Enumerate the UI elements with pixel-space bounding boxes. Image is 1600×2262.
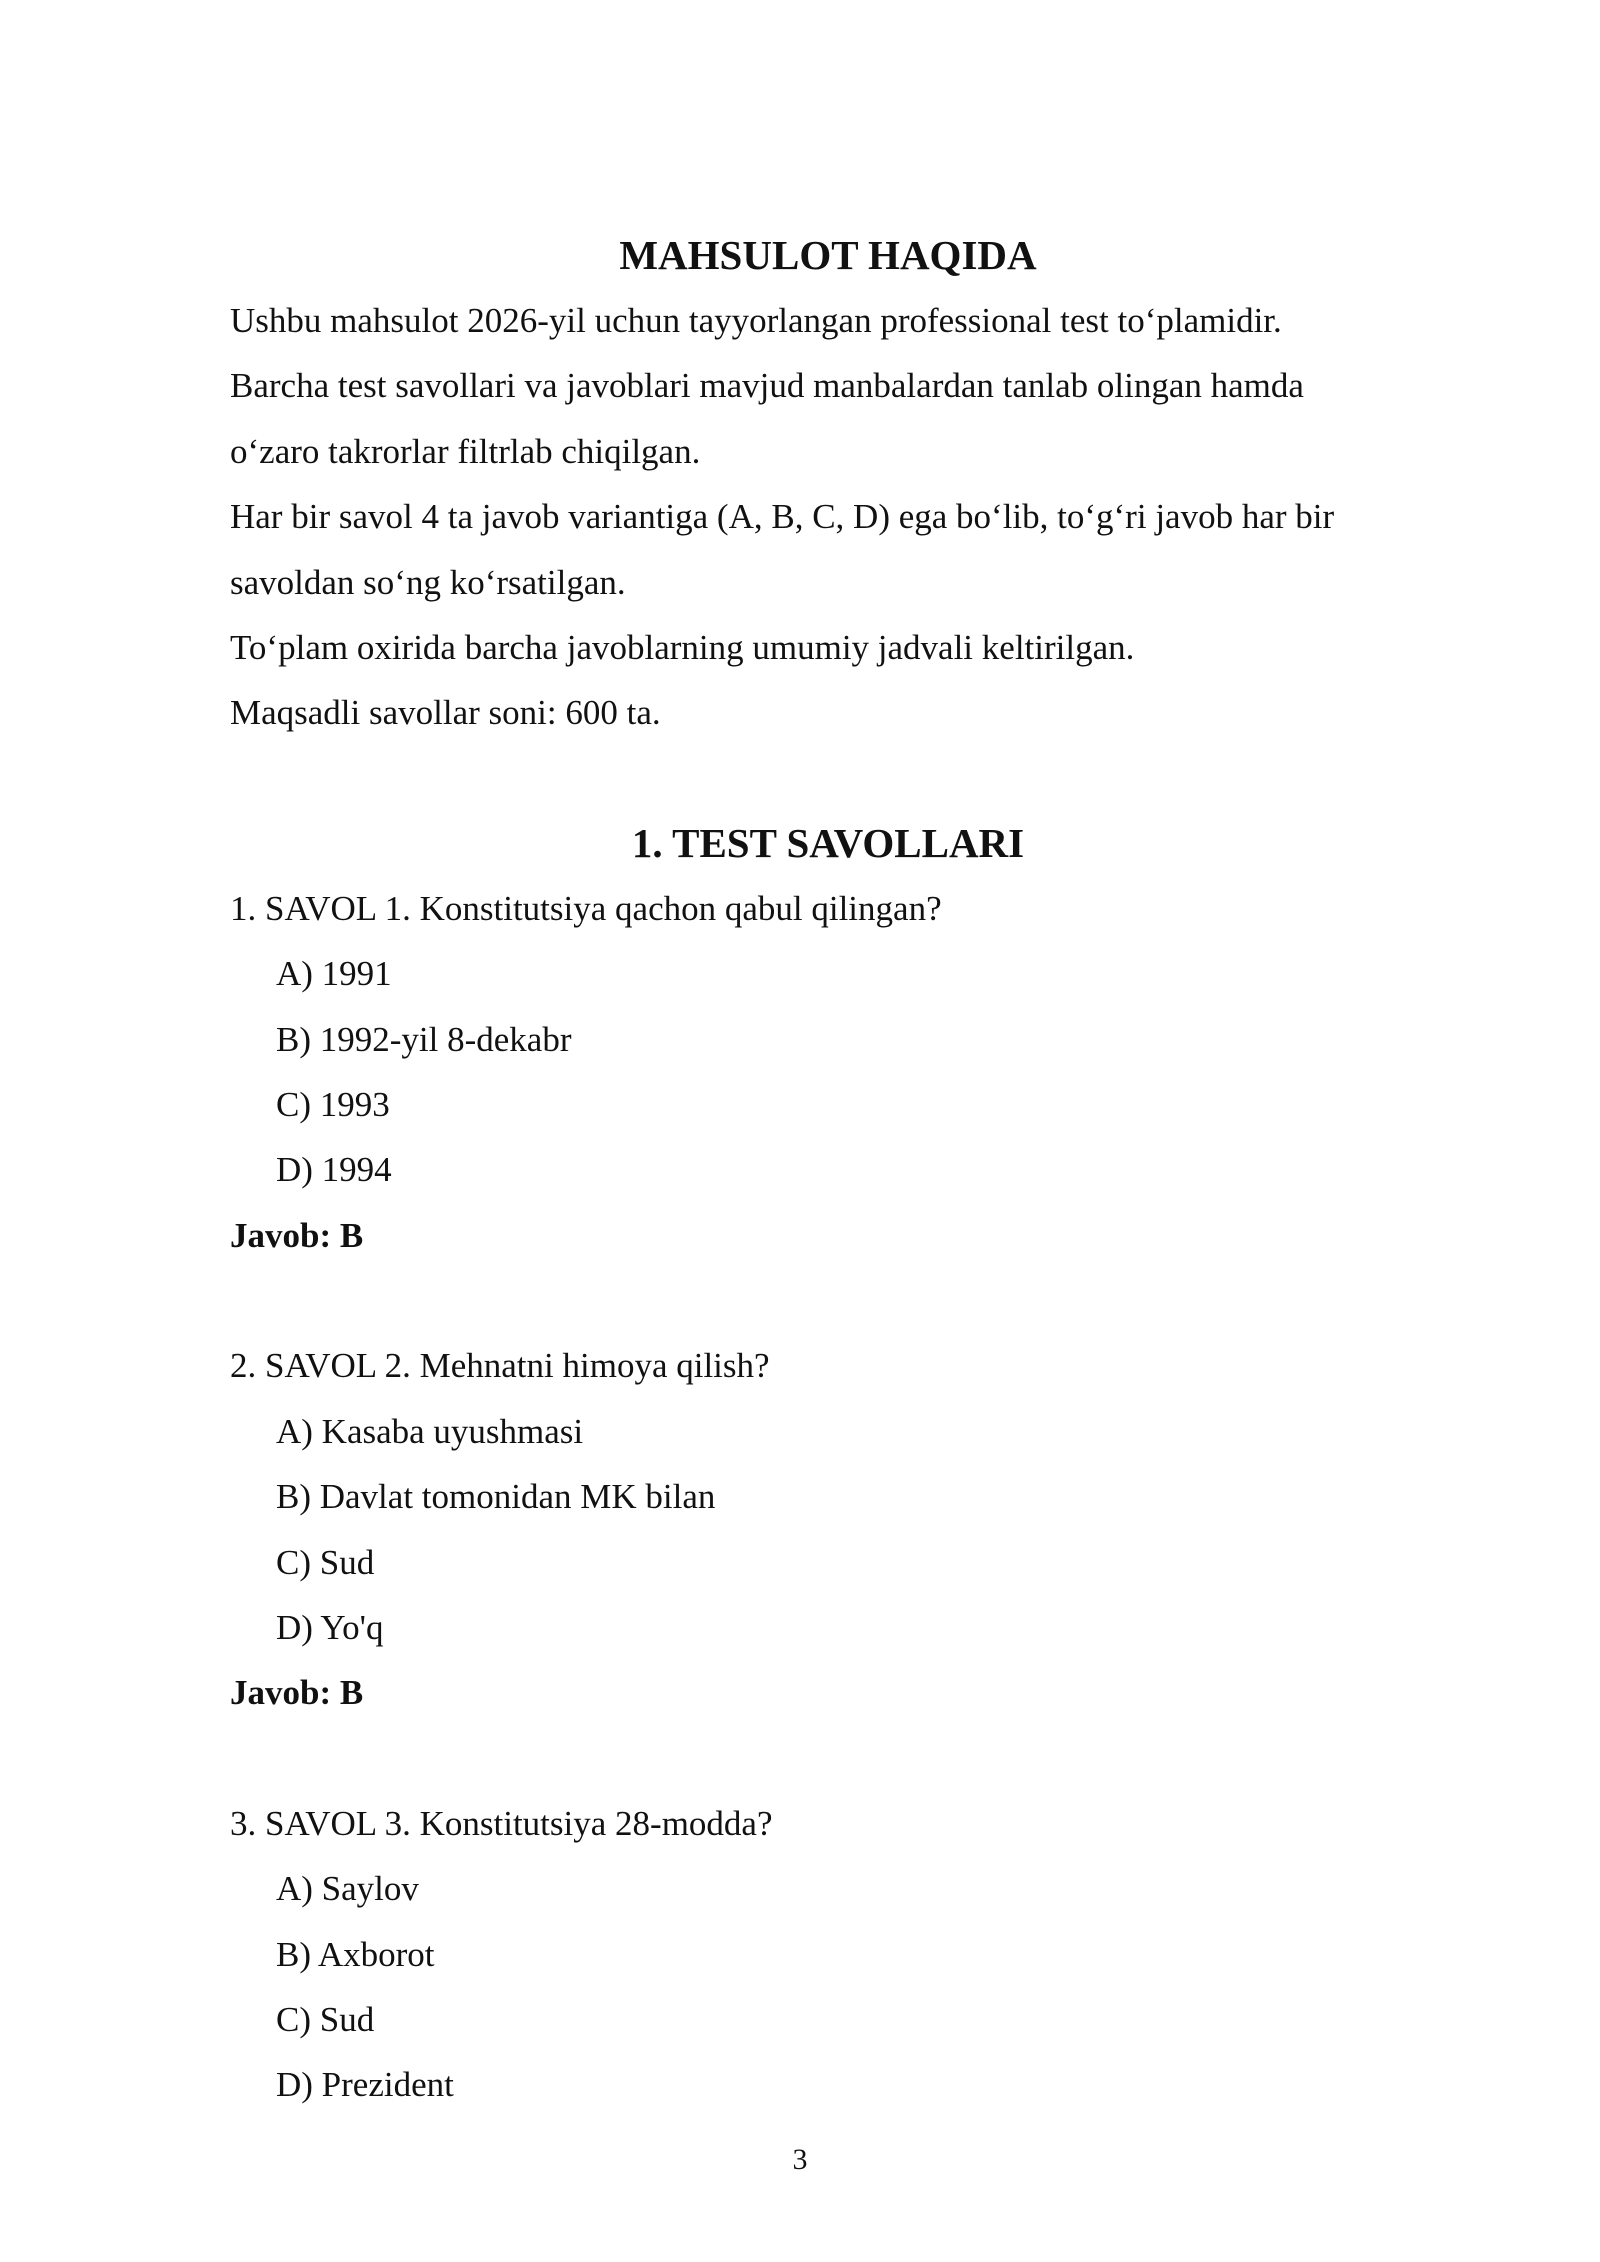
about-line: savoldan so‘ng ko‘rsatilgan.	[230, 562, 626, 602]
option-c: C) Sud	[276, 1542, 375, 1582]
question-text: 1. SAVOL 1. Konstitutsiya qachon qabul qilingan?	[230, 888, 942, 928]
option-d: D) Yo'q	[276, 1607, 384, 1647]
about-line: Maqsadli savollar soni: 600 ta.	[230, 693, 661, 733]
option-a: A) Kasaba uyushmasi	[276, 1411, 584, 1451]
about-line: Ushbu mahsulot 2026-yil uchun tayyorlangan professional test to‘plamidir.	[230, 301, 1282, 340]
about-title: MAHSULOT HAQIDA	[619, 232, 1037, 278]
about-line: Har bir savol 4 ta javob variantiga (A, B, C, D) ega bo‘lib, to‘g‘ri javob har bir	[230, 497, 1335, 537]
about-paragraph	[230, 288, 1426, 746]
tests-title: 1. TEST SAVOLLARI	[631, 819, 1025, 866]
about-line: To‘plam oxirida barcha javoblarning umumiy jadvali keltirilgan.	[230, 628, 1135, 668]
option-c: C) Sud	[276, 1999, 375, 2039]
question-text: 3. SAVOL 3. Konstitutsiya 28-modda?	[230, 1803, 773, 1843]
option-b: B) Axborot	[276, 1934, 435, 1974]
page-number: 3	[792, 2143, 808, 2176]
option-d: D) 1994	[276, 1150, 392, 1190]
question-spacer	[230, 1268, 1426, 1333]
question-text: 2. SAVOL 2. Mehnatni himoya qilish?	[230, 1346, 770, 1386]
option-c: C) 1993	[276, 1085, 390, 1125]
section-spacer	[230, 746, 1426, 810]
option-b: B) Davlat tomonidan MK bilan	[276, 1477, 716, 1517]
question-block	[230, 1791, 1426, 2118]
option-d: D) Prezident	[276, 2065, 454, 2105]
question-block	[230, 876, 1426, 1268]
question-spacer	[230, 1726, 1426, 1791]
about-line: o‘zaro takrorlar filtrlab chiqilgan.	[230, 431, 701, 471]
page-content	[230, 222, 1426, 2118]
answer-line: Javob: B	[230, 1673, 364, 1713]
option-a: A) Saylov	[276, 1869, 419, 1909]
about-line: Barcha test savollari va javoblari mavjud manbalardan tanlab olingan hamda	[230, 366, 1304, 406]
question-block	[230, 1333, 1426, 1725]
option-b: B) 1992-yil 8-dekabr	[276, 1019, 572, 1059]
option-a: A) 1991	[276, 954, 392, 994]
answer-line: Javob: B	[230, 1215, 364, 1255]
